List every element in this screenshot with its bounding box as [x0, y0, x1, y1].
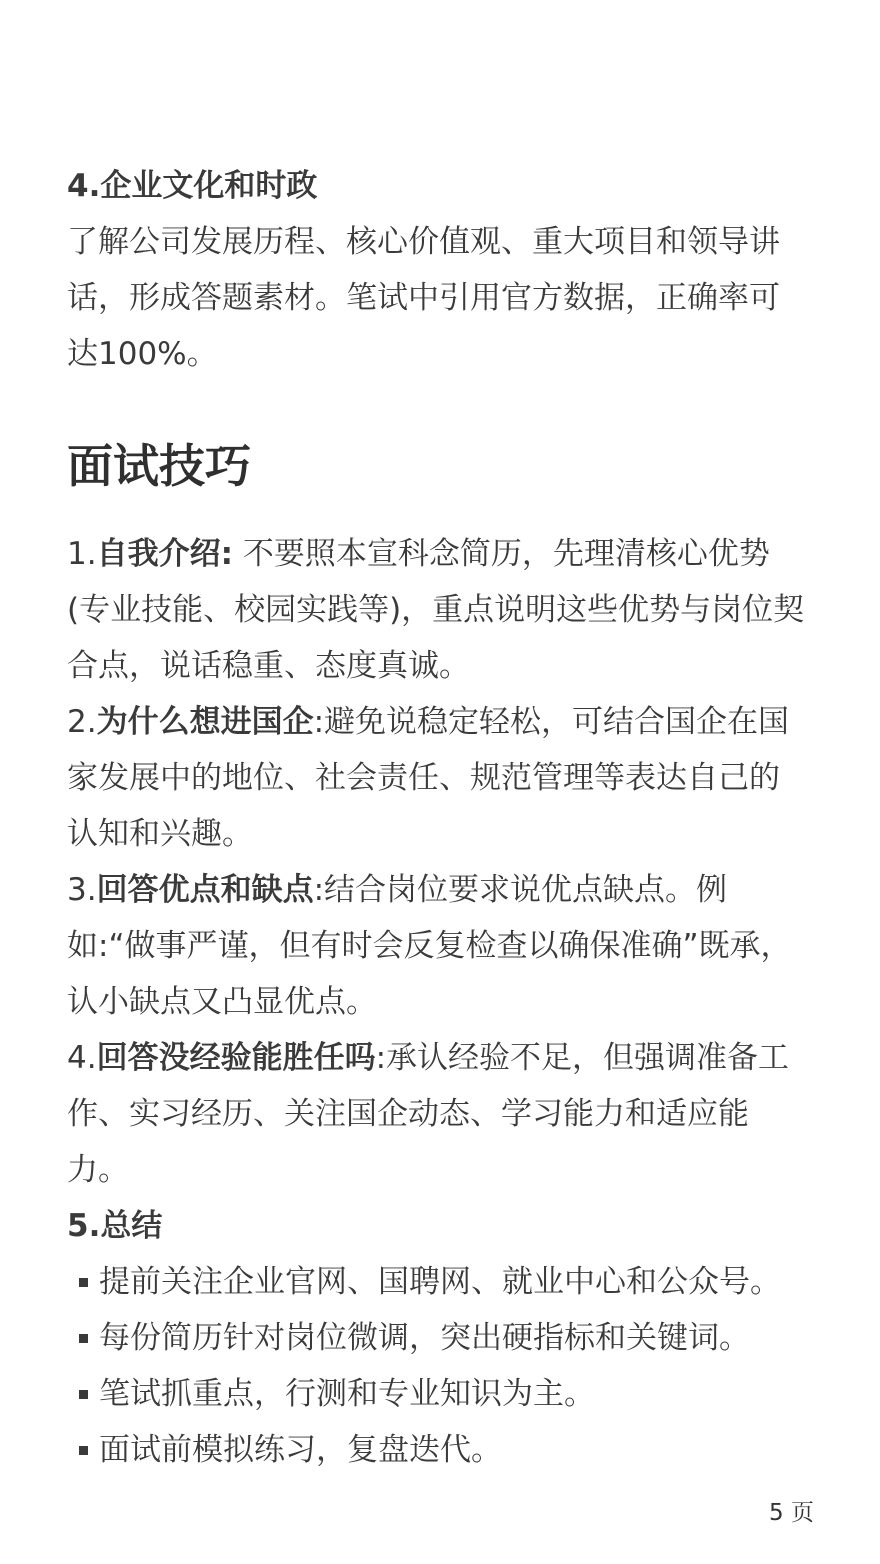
tip-number: 3. — [67, 872, 97, 908]
bullet-square-icon — [79, 1278, 88, 1287]
section-text-culture: 了解公司发展历程、核心价值观、重大项目和领导讲话，形成答题素材。笔试中引用官方数据，正确率可达100%。 — [67, 224, 780, 372]
tip-text: :承认经验不足，但强调准备工作、实习经历、关注国企动态、学习能力和适应能力。 — [67, 1040, 790, 1188]
bullet-square-icon — [79, 1334, 88, 1343]
tip-label: 自我介绍: — [96, 536, 233, 572]
tip-label: 回答优点和缺点 — [96, 872, 314, 908]
list-item-text: 面试前模拟练习，复盘迭代。 — [99, 1432, 502, 1468]
summary-title: 5.总结 — [67, 1208, 163, 1244]
tip-label: 回答没经验能胜任吗 — [96, 1040, 376, 1076]
tip-number: 2. — [67, 704, 97, 740]
list-item — [67, 1366, 810, 1422]
list-item-text: 提前关注企业官网、国聘网、就业中心和公众号。 — [99, 1264, 781, 1300]
list-item-text: 笔试抓重点，行测和专业知识为主。 — [99, 1376, 595, 1412]
tip-number: 4. — [67, 1040, 97, 1076]
heading-interview-tips: 面试技巧 — [67, 439, 251, 493]
list-item-text: 每份简历针对岗位微调，突出硬指标和关键词。 — [99, 1320, 750, 1356]
bullet-square-icon — [79, 1390, 88, 1399]
tip-text: 不要照本宣科念简历，先理清核心优势(专业技能、校园实践等)，重点说明这些优势与岗位契合点，说话稳重、态度真诚。 — [67, 536, 805, 684]
tip-item-2 — [67, 694, 810, 862]
tip-text: :避免说稳定轻松，可结合国企在国家发展中的地位、社会责任、规范管理等表达自己的认知和兴趣。 — [67, 704, 790, 852]
list-item — [67, 1254, 810, 1310]
section-title-culture: 4.企业文化和时政 — [67, 168, 318, 204]
tip-item-3 — [67, 862, 810, 1030]
list-item — [67, 1422, 810, 1478]
tip-number: 1. — [67, 536, 97, 572]
tip-text: :结合岗位要求说优点缺点。例如:“做事严谨，但有时会反复检查以确保准确”既承，认小缺点又凸显优点。 — [67, 872, 792, 1020]
tip-item-4 — [67, 1030, 810, 1198]
summary-list — [67, 1254, 810, 1478]
list-item — [67, 1310, 810, 1366]
tip-label: 为什么想进国企 — [96, 704, 314, 740]
bullet-square-icon — [79, 1446, 88, 1455]
tip-item-1 — [67, 526, 810, 694]
page-number: 5 页 — [769, 1500, 814, 1526]
